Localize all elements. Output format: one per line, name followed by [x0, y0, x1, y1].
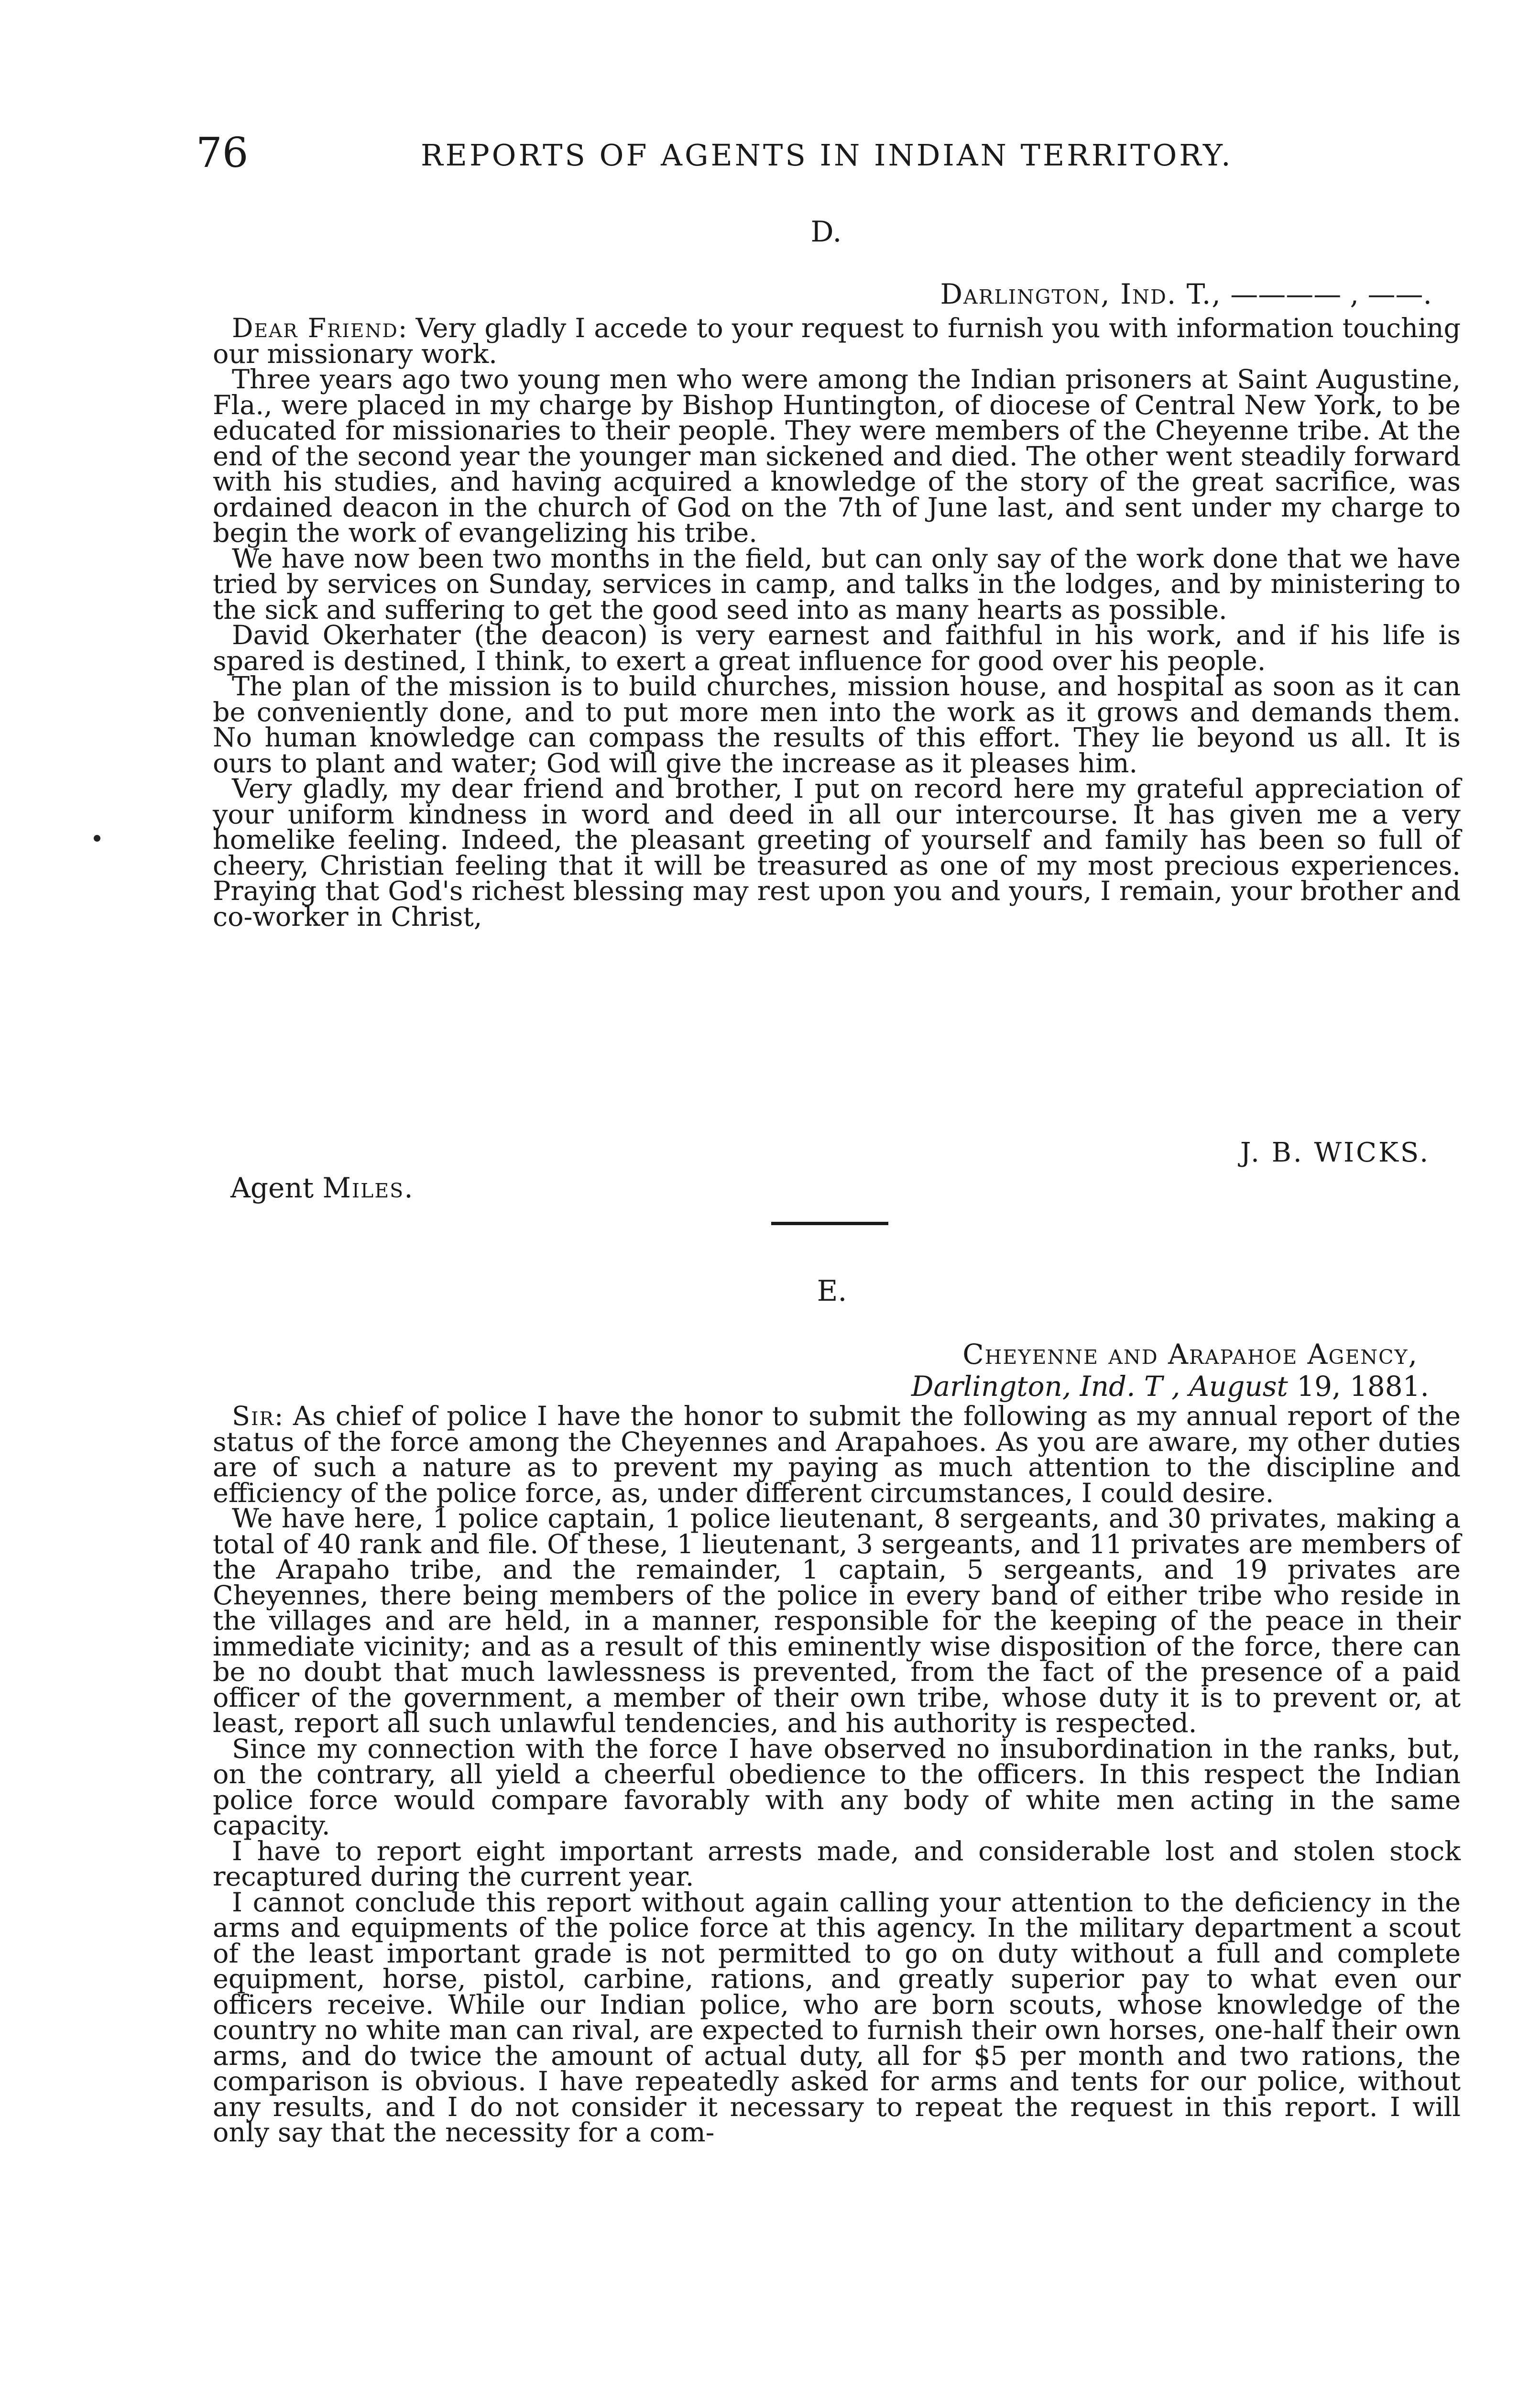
section-letter-d: D.: [810, 215, 842, 249]
dateline-e-line2: Darlington, Ind. T , August 19, 1881.: [911, 1370, 1429, 1403]
running-title: REPORTS OF AGENTS IN INDIAN TERRITORY.: [421, 138, 1233, 173]
letter-e-salutation: Sir: [232, 1401, 274, 1432]
dateline-d-blank: ———— , ——.: [1230, 278, 1432, 310]
letter-d-paragraph: Three years ago two young men who were among the Indian prisoners at Saint Augustine, Fla., were placed in my charge by Bishop Huntington, of diocese of Central New York, to be educated for missionaries to their people. They were members of the Cheyenne tribe. At the end of the second year the younger man sickened and died. The other went steadily forward with his studies, and having acquired a knowledge of the story of the great sacrifice, was ordained deacon in the church of God on the 7th of June last, and sent under my charge to begin the work of evangelizing his tribe.: [213, 364, 1461, 548]
letter-e-paragraph: We have here, 1 police captain, 1 police lieutenant, 8 sergeants, and 30 privates, making a total of 40 rank and file. Of these, 1 lieutenant, 3 sergeants, and 11 privates are members of the Arapaho tribe, and the remainder, 1 captain, 5 sergeants, and 19 privates are Cheyennes, there being members of the police in every band of either tribe who reside in the villages and are held, in a manner, responsible for the keeping of the peace in their immediate vicinity; and as a result of this eminently wise disposition of the force, there can be no doubt that much lawlessness is prevented, from the fact of the presence of a paid officer of the government, a member of their own tribe, whose duty it is to prevent or, at least, report all such unlawful tendencies, and his authority is respected.: [213, 1503, 1461, 1739]
dateline-d-place: Darlington, Ind. T.,: [940, 278, 1222, 310]
addressee-name: Miles.: [322, 1172, 414, 1204]
signature-wicks: J. B. WICKS.: [1240, 1137, 1430, 1168]
letter-d-paragraph: The plan of the mission is to build churches, mission house, and hospital as soon as it can be conveniently done, and to put more men into the work as it grows and demands them. No human knowledge can compass the results of this effort. They lie beyond us all. It is ours to plant and water; God will give the increase as it pleases him.: [213, 671, 1461, 779]
page-number: 76: [196, 129, 249, 177]
dateline-d: [940, 277, 1432, 311]
section-letter-e: E.: [817, 1274, 847, 1308]
addressee-d: Agent Miles.: [230, 1172, 414, 1204]
letter-d-paragraph: Very gladly, my dear friend and brother, I put on record here my grateful appreciation of your uniform kindness in word and deed in all our intercourse. It has given me a very homelike feeling. Indeed, the pleasant greeting of yourself and family has been so full of cheery, Christian feeling that it will be treasured as one of my most precious experiences. Praying that God's richest blessing may rest upon you and yours, I remain, your brother and co-worker in Christ,: [213, 773, 1461, 932]
letter-e-paragraph: Since my connection with the force I have observed no insubordination in the ranks, but, on the contrary, all yield a cheerful obedience to the officers. In this respect the Indian police force would compare favorably with any body of white men acting in the same capacity.: [213, 1733, 1461, 1841]
section-divider-rule: [771, 1222, 888, 1225]
letter-e-paragraph: Sir: As chief of police I have the honor to submit the following as my annual report of the status of the force among the Cheyennes and Arapahoes. As you are aware, my other duties are of such a nature as to prevent my paying as much attention to the discipline and efficiency of the police force, as, under different circumstances, I could desire.: [213, 1401, 1461, 1509]
letter-d-body: [213, 313, 1461, 932]
letter-e-paragraph: I cannot conclude this report without again calling your attention to the deficiency in the arms and equipments of the police force at this agency. In the military department a scout of the least important grade is not permitted to go on duty without a full and complete equipment, horse, pistol, carbine, rations, and greatly superior pay to what even our officers receive. While our Indian police, who are born scouts, whose knowledge of the country no white man can rival, are expected to furnish their own horses, one-half their own arms, and do twice the amount of actual duty, all for $5 per month and two rations, the comparison is obvious. I have repeatedly asked for arms and tents for our police, without any results, and I do not consider it necessary to repeat the request in this report. I will only say that the necessity for a com-: [213, 1886, 1461, 2148]
letter-d-paragraph: David Okerhater (the deacon) is very earnest and faithful in his work, and if his life is spared is destined, I think, to exert a great influence for good over his people.: [213, 620, 1461, 677]
letter-e-paragraph: I have to report eight important arrests made, and considerable lost and stolen stock recaptured during the current year.: [213, 1835, 1461, 1892]
letter-e-body: [213, 1401, 1461, 2148]
scan-speck: [94, 835, 100, 842]
page-header: [196, 129, 1334, 182]
letter-d-paragraph: Dear Friend: Very gladly I accede to your request to furnish you with information touching our missionary work.: [213, 313, 1461, 370]
letter-d-paragraph: We have now been two months in the field, but can only say of the work done that we have tried by services on Sunday, services in camp, and talks in the lodges, and by ministering to the sick and suffering to get the good seed into as many hearts as possible.: [213, 543, 1461, 625]
letter-d-salutation: Dear Friend: [232, 313, 398, 344]
dateline-e-line1: Cheyenne and Arapahoe Agency,: [962, 1338, 1418, 1371]
